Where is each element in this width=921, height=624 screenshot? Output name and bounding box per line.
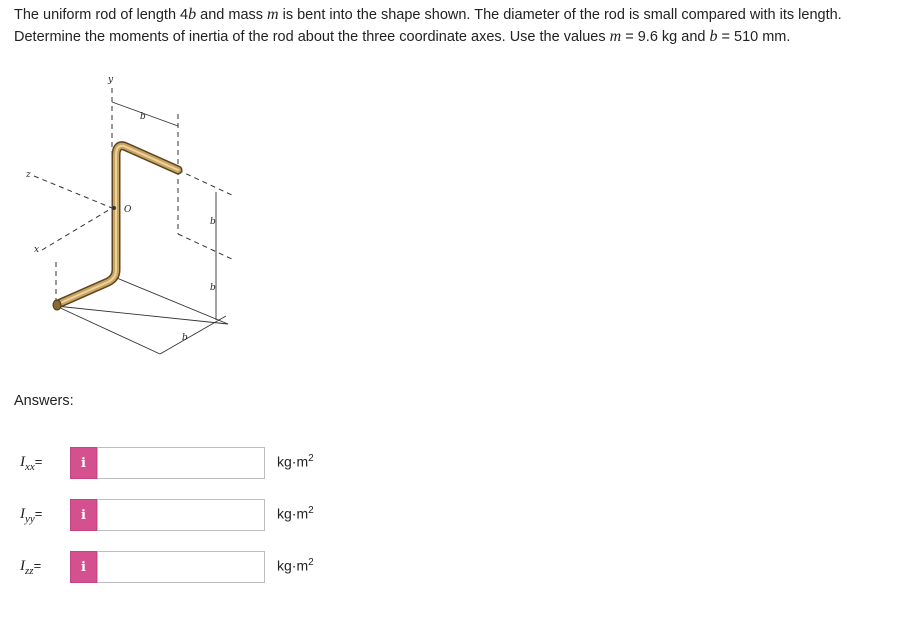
problem-line-2: Determine the moments of inertia of the rod about the three coordinate axes. Use the values m = 9.6 kg and b = 510 mm.	[14, 28, 791, 45]
bent-rod-figure	[20, 64, 260, 364]
iyy-unit: $kg\cdot m^2$	[277, 504, 314, 522]
z-axis-label: z	[26, 170, 31, 180]
izz-answer-input[interactable]	[97, 551, 265, 583]
x-axis	[42, 208, 112, 250]
dim-guide-mid	[178, 234, 234, 260]
ixx-label: $I_{xx}=$	[20, 453, 43, 473]
answers-heading: Answers:	[14, 393, 74, 409]
origin-label: O	[124, 205, 132, 215]
dim-guide-top	[178, 170, 234, 196]
ixx-unit: $kg\cdot m^2$	[277, 452, 314, 470]
iyy-answer-input[interactable]	[97, 499, 265, 531]
izz-info-button[interactable]: i	[70, 551, 97, 583]
izz-unit: $kg\cdot m^2$	[277, 556, 314, 574]
y-axis-label: y	[108, 75, 114, 85]
problem-line-1: The uniform rod of length 4b and mass m is bent into the shape shown. The diameter of the rod is small compared with its length.	[14, 6, 842, 23]
ixx-answer-input[interactable]	[97, 447, 265, 479]
bent-rod	[53, 146, 178, 310]
answer-row-ixx	[20, 446, 314, 480]
iyy-label: $I_{yy}=$	[20, 505, 43, 525]
x-axis-label: x	[34, 245, 40, 255]
z-axis	[34, 176, 112, 208]
dimension-b-mid: b	[210, 217, 216, 227]
izz-label: $I_{zz}=$	[20, 557, 42, 577]
problem-statement	[14, 4, 914, 48]
coordinate-axes	[34, 88, 234, 300]
ixx-info-button[interactable]: i	[70, 447, 97, 479]
answer-row-izz	[20, 550, 314, 584]
dimension-b-low: b	[210, 283, 216, 293]
dimension-b-bottom: b	[182, 333, 188, 343]
answer-row-iyy	[20, 498, 314, 532]
dimension-lines	[56, 102, 228, 354]
iyy-info-button[interactable]: i	[70, 499, 97, 531]
dimension-b-top: b	[140, 112, 146, 122]
origin-point	[112, 206, 116, 210]
